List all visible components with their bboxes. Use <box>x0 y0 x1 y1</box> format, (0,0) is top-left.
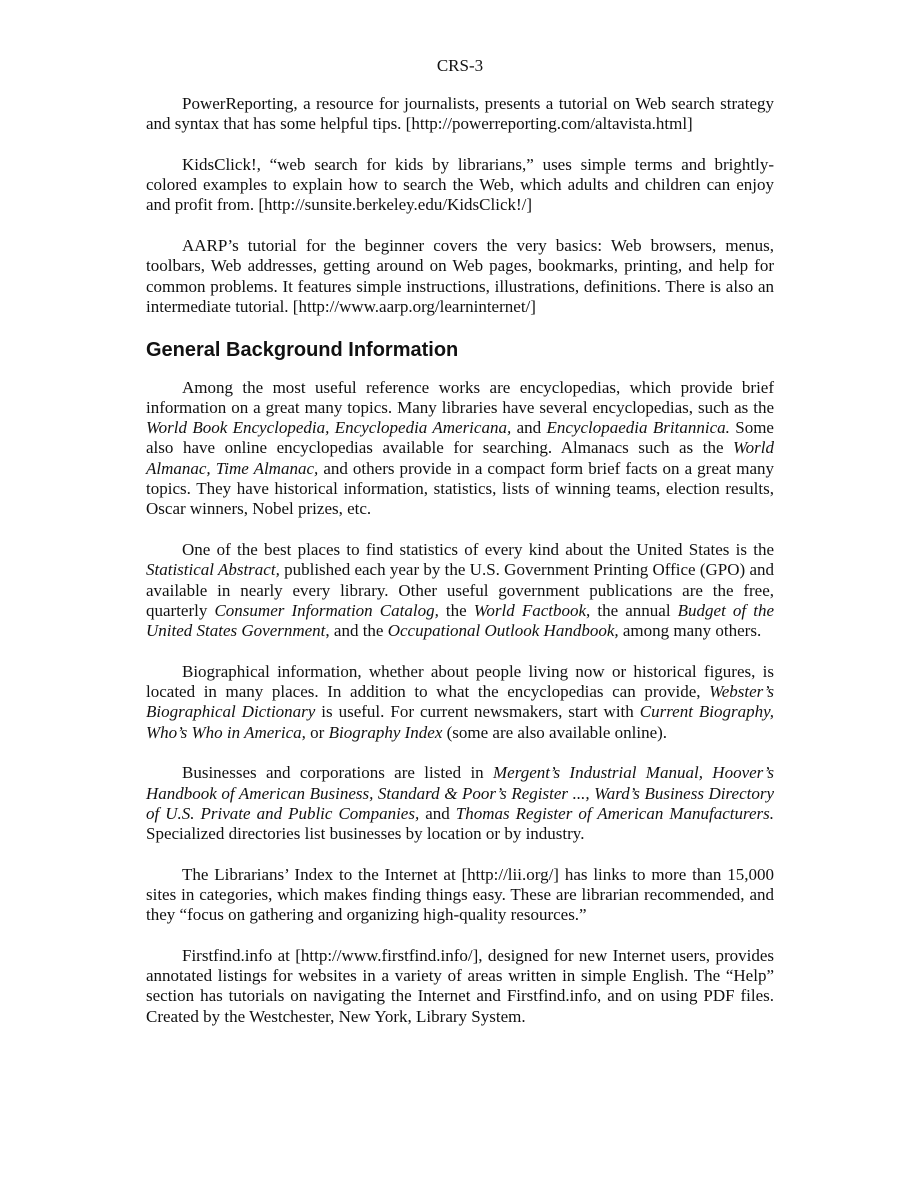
paragraph-biographical: Biographical information, whether about people living now or historical figures, is located in many places. In addition to what the encyclopedias can provide, Webster’s Biographical Dictionary is useful. For current newsmakers, start with Current Biography, Who’s Who in America, or Biography Index (some are also available online). <box>146 661 774 742</box>
paragraph-librarians-index: The Librarians’ Index to the Internet at [http://lii.org/] has links to more than 15,000 sites in categories, which makes finding things easy. These are librarian recommended, and they “focus on gathering and organizing high-quality resources.” <box>146 864 774 925</box>
paragraph-statistics: One of the best places to find statistics of every kind about the United States is the Statistical Abstract, published each year by the U.S. Government Printing Office (GPO) and available in nearly every library. Other useful government publications are the free, quarterly Consumer Information Catalog, the World Factbook, the annual Budget of the United States Government, and the Occupational Outlook Handbook, among many others. <box>146 539 774 641</box>
paragraph-aarp: AARP’s tutorial for the beginner covers the very basics: Web browsers, menus, toolbars, Web addresses, getting around on Web pages, bookmarks, printing, and help for common problems. It features simple instructions, illustrations, definitions. There is also an intermediate tutorial. [http://www.aarp.org/learninternet/] <box>146 236 774 316</box>
section-heading: General Background Information <box>146 338 459 361</box>
paragraph-powerreporting: PowerReporting, a resource for journalists, presents a tutorial on Web search strategy and syntax that has some helpful tips. [http://powerreporting.com/altavista.html] <box>146 94 774 134</box>
document-body <box>146 94 774 1047</box>
paragraph-businesses: Businesses and corporations are listed in Mergent’s Industrial Manual, Hoover’s Handbook of American Business, Standard & Poor’s Register ..., Ward’s Business Directory of U.S. Private and Public Companies, and Thomas Register of American Manufacturers. Specialized directories list businesses by location or by industry. <box>146 763 775 844</box>
page-number-header: CRS-3 <box>436 56 484 75</box>
paragraph-firstfind: Firstfind.info at [http://www.firstfind.info/], designed for new Internet users, provides annotated listings for websites in a variety of areas written in simple English. The “Help” section has tutorials on navigating the Internet and Firstfind.info, and on using PDF files. Created by the Westchester, New York, Library System. <box>146 945 774 1026</box>
paragraph-encyclopedias: Among the most useful reference works are encyclopedias, which provide brief information on a great many topics. Many libraries have several encyclopedias, such as the World Book Encyclopedia, Encyclopedia Americana, and Encyclopaedia Britannica. Some also have online encyclopedias available for searching. Almanacs such as the World Almanac, Time Almanac, and others provide in a compact form brief facts on a great many topics. They have historical information, statistics, lists of winning teams, election results, Oscar winners, Nobel prizes, etc. <box>146 377 774 519</box>
paragraph-kidsclick: KidsClick!, “web search for kids by librarians,” uses simple terms and brightly-colored examples to explain how to search the Web, which adults and children can enjoy and profit from. [http://sunsite.berkeley.edu/KidsClick!/] <box>146 154 774 215</box>
